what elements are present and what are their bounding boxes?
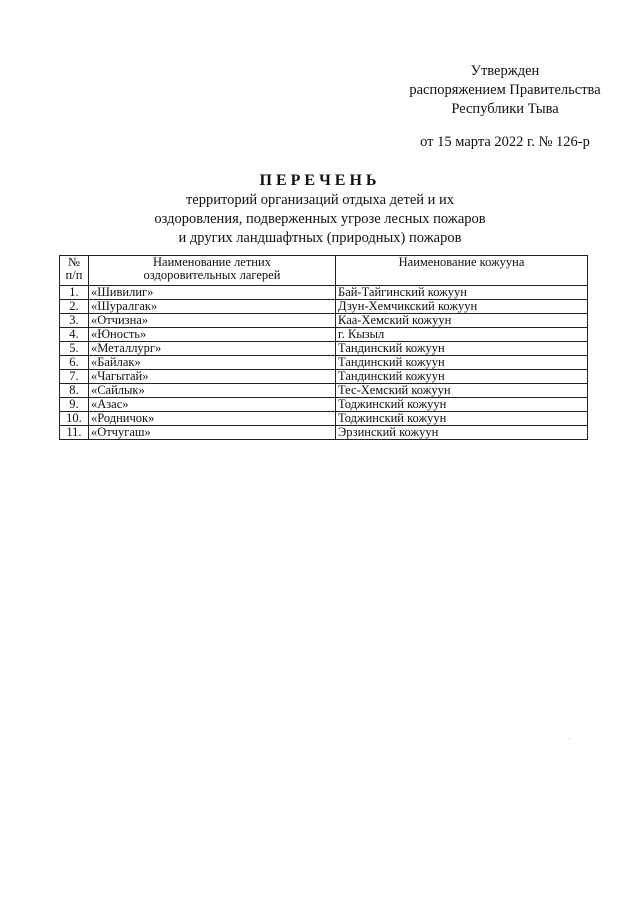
table-row [60,300,588,314]
header-district-label: Наименование кожууна [398,255,525,269]
table-row [60,384,588,398]
row-camp: «Байлак» [88,356,335,370]
table-row [60,286,588,300]
table-row [60,342,588,356]
header-district [336,256,588,286]
row-number: 4. [60,328,89,342]
row-camp: «Сайлык» [88,384,335,398]
row-camp: «Отчугаш» [88,426,335,440]
document-title: ПЕРЕЧЕНЬ [259,172,381,189]
row-district: Дзун-Хемчикский кожуун [336,300,588,314]
subtitle-line-3: и других ландшафтных (природных) пожаров [178,230,462,246]
row-district: Тоджинский кожуун [336,412,588,426]
row-number: 2. [60,300,89,314]
row-camp: «Шуралгак» [88,300,335,314]
table-row [60,314,588,328]
row-district: Тоджинский кожуун [336,398,588,412]
subtitle-line-2: оздоровления, подверженных угрозе лесных пожаров [154,211,486,227]
row-district: Тандинский кожуун [336,370,588,384]
row-district: Бай-Тайгинский кожуун [336,286,588,300]
row-camp: «Родничок» [88,412,335,426]
row-camp: «Металлург» [88,342,335,356]
row-district: Эрзинский кожуун [336,426,588,440]
header-camp-name [88,256,335,286]
header-number-line-2: п/п [65,268,83,282]
decree-reference: от 15 марта 2022 г. № 126-р [420,134,590,150]
header-camp-line-2: оздоровительных лагерей [143,268,281,282]
camps-table [59,255,588,440]
document-subtitle [0,191,640,248]
row-camp: «Чагытай» [88,370,335,384]
header-camp-line-1: Наименование летних [153,255,271,269]
row-number: 7. [60,370,89,384]
scan-speck: ' [569,738,571,744]
row-number: 11. [60,426,89,440]
table-row [60,328,588,342]
row-camp: «Юность» [88,328,335,342]
row-number: 1. [60,286,89,300]
table-row [60,426,588,440]
subtitle-line-1: территорий организаций отдыха детей и их [185,192,455,208]
table-row [60,412,588,426]
row-district: Тандинский кожуун [336,342,588,356]
table-row [60,398,588,412]
row-number: 9. [60,398,89,412]
row-camp: «Отчизна» [88,314,335,328]
header-number-line-1: № [68,255,80,269]
table-row [60,370,588,384]
approval-line-3: Республики Тыва [451,101,559,117]
table-header-row [60,256,588,286]
row-camp: «Азас» [88,398,335,412]
row-number: 3. [60,314,89,328]
approval-line-2: распоряжением Правительства [409,82,601,98]
table-row [60,356,588,370]
row-district: г. Кызыл [336,328,588,342]
approval-line-1: Утвержден [470,63,540,79]
scan-speck: · [571,822,573,828]
row-number: 6. [60,356,89,370]
row-district: Каа-Хемский кожуун [336,314,588,328]
row-district: Тес-Хемский кожуун [336,384,588,398]
row-number: 8. [60,384,89,398]
row-camp: «Шивилиг» [88,286,335,300]
approval-block [380,62,630,119]
row-number: 5. [60,342,89,356]
row-district: Тандинский кожуун [336,356,588,370]
header-number [60,256,89,286]
row-number: 10. [60,412,89,426]
